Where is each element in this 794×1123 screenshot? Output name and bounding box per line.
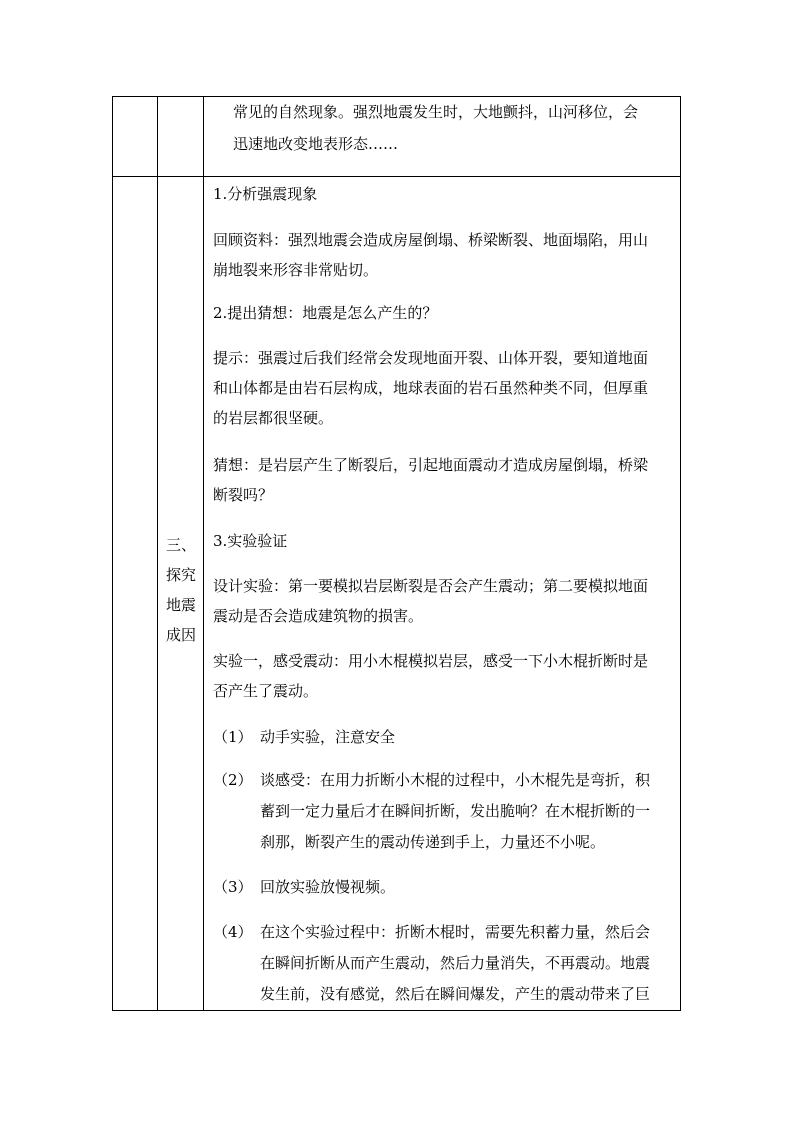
design-line-1: 设计实验：第一要模拟岩层断裂是否会产生震动；第二要模拟地面 (213, 577, 649, 595)
table-border-col2 (203, 96, 204, 1011)
step-2-line-2: 蓄到一定力量后才在瞬间折断，发出脆响？在木棍折断的一 (260, 802, 651, 820)
section-label-line-1: 三、 (165, 536, 196, 554)
table-row-divider (112, 176, 681, 177)
table-border-left (112, 96, 113, 1011)
review-line-1: 回顾资料：强烈地震会造成房屋倒塌、桥梁断裂、地面塌陷，用山 (213, 231, 649, 249)
exp1-line-2: 否产生了震动。 (213, 682, 319, 700)
step-3-number: （3） (213, 878, 253, 896)
review-line-2: 崩地裂来形容非常贴切。 (213, 261, 379, 279)
row1-line-1: 常见的自然现象。强烈地震发生时，大地颤抖，山河移位，会 (233, 103, 639, 121)
hint-line-2: 和山体都是由岩石层构成，地球表面的岩石虽然种类不同，但厚重 (213, 379, 649, 397)
hint-line-3: 的岩层都很坚硬。 (213, 409, 334, 427)
heading-guess: 2.提出猜想：地震是怎么产生的？ (213, 304, 438, 322)
guess-line-2: 断裂吗？ (213, 486, 274, 504)
table-border-col1 (157, 96, 158, 1011)
step-2-line-1: 谈感受：在用力折断小木棍的过程中，小木棍先是弯折，积 (260, 771, 651, 789)
step-1-line-1: 动手实验，注意安全 (260, 728, 396, 746)
step-2-line-3: 刹那，断裂产生的震动传递到手上，力量还不小呢。 (260, 833, 606, 851)
step-4-line-3: 发生前，没有感觉，然后在瞬间爆发，产生的震动带来了巨 (260, 985, 651, 1003)
row1-line-2: 迅速地改变地表形态…… (233, 135, 399, 153)
section-label-line-2: 探究 (165, 566, 196, 584)
step-4-line-2: 在瞬间折断从而产生震动，然后力量消失，不再震动。地震 (260, 954, 651, 972)
exp1-line-1: 实验一，感受震动：用小木棍模拟岩层，感受一下小木棍折断时是 (213, 652, 649, 670)
step-4-number: （4） (213, 923, 253, 941)
step-4-line-1: 在这个实验过程中：折断木棍时，需要先积蓄力量，然后会 (260, 923, 651, 941)
table-border-bottom (112, 1010, 681, 1011)
step-2-number: （2） (213, 771, 253, 789)
heading-experiment: 3.实验验证 (213, 532, 288, 550)
design-line-2: 震动是否会造成建筑物的损害。 (213, 607, 424, 625)
hint-line-1: 提示：强震过后我们经常会发现地面开裂、山体开裂，要知道地面 (213, 349, 649, 367)
section-label-line-4: 成因 (165, 626, 196, 644)
step-1-number: （1） (213, 728, 253, 746)
step-3-line-1: 回放实验放慢视频。 (260, 878, 396, 896)
heading-analyze: 1.分析强震现象 (213, 185, 318, 203)
table-border-right (680, 96, 681, 1011)
table-border-top (112, 96, 681, 97)
section-label-line-3: 地震 (165, 596, 196, 614)
guess-line-1: 猜想：是岩层产生了断裂后，引起地面震动才造成房屋倒塌，桥梁 (213, 456, 649, 474)
